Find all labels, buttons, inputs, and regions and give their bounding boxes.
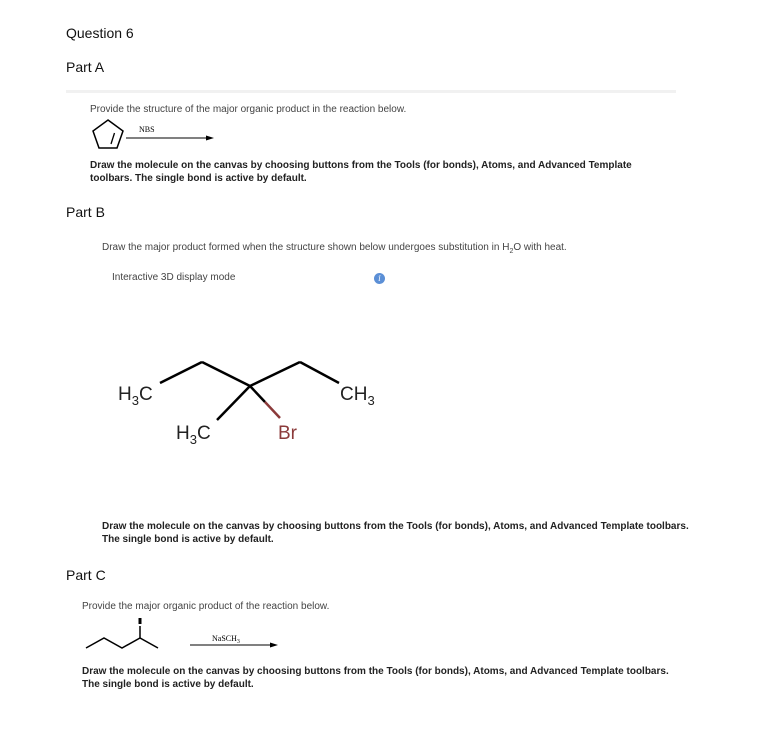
bond	[300, 362, 339, 383]
part-b-prompt	[102, 242, 567, 255]
part-a-divider	[66, 90, 676, 93]
part-b-prompt-subscript: 2	[509, 248, 514, 255]
part-b-prompt-text: Draw the major product formed when the structure shown below undergoes substitution in H	[102, 242, 510, 253]
part-c-prompt: Provide the major organic product of the reaction below.	[82, 601, 330, 612]
part-c-instructions: Draw the molecule on the canvas by choosing buttons from the Tools (for bonds), Atoms, and Advanced Template toolbars. The single bond is active by default.	[82, 666, 669, 690]
ch3-right-label: $CH_3$	[340, 384, 375, 408]
part-a-reagent: NBS	[139, 125, 155, 134]
bond	[250, 362, 300, 386]
part-c-reaction	[80, 614, 290, 654]
part-a-reaction	[88, 116, 228, 152]
c-br-bond	[265, 402, 280, 418]
bond	[202, 362, 250, 386]
part-c-heading: Part C	[66, 567, 106, 583]
part-b-heading: Part B	[66, 204, 105, 220]
bond	[160, 362, 202, 383]
part-b-molecule	[110, 350, 400, 450]
part-c-reagent: NaSCH$_3$	[212, 634, 240, 645]
question-title: Question 6	[66, 25, 134, 41]
h3c-bottom-label: $H_3C$	[176, 423, 211, 447]
part-b-prompt-text-end: O with heat.	[513, 242, 567, 253]
br-label: Br	[278, 423, 297, 444]
part-a-heading: Part A	[66, 59, 105, 75]
info-icon[interactable]: i	[374, 273, 385, 284]
part-a-instructions: Draw the molecule on the canvas by choosing buttons from the Tools (for bonds), Atoms, and Advanced Template toolbars. The single bond is active by default.	[90, 160, 632, 184]
bond	[250, 386, 265, 402]
h3c-left-label: $H_3C$	[118, 384, 153, 408]
part-b-instructions: Draw the molecule on the canvas by choosing buttons from the Tools (for bonds), Atoms, and Advanced Template toolbars. The single bond is active by default.	[102, 521, 689, 545]
display-mode-label: Interactive 3D display mode	[112, 272, 236, 283]
bond	[217, 386, 250, 420]
part-a-prompt: Provide the structure of the major organic product in the reaction below.	[90, 104, 407, 115]
alkyl-iodide-structure	[86, 618, 158, 648]
cyclopentene-structure	[93, 120, 123, 148]
